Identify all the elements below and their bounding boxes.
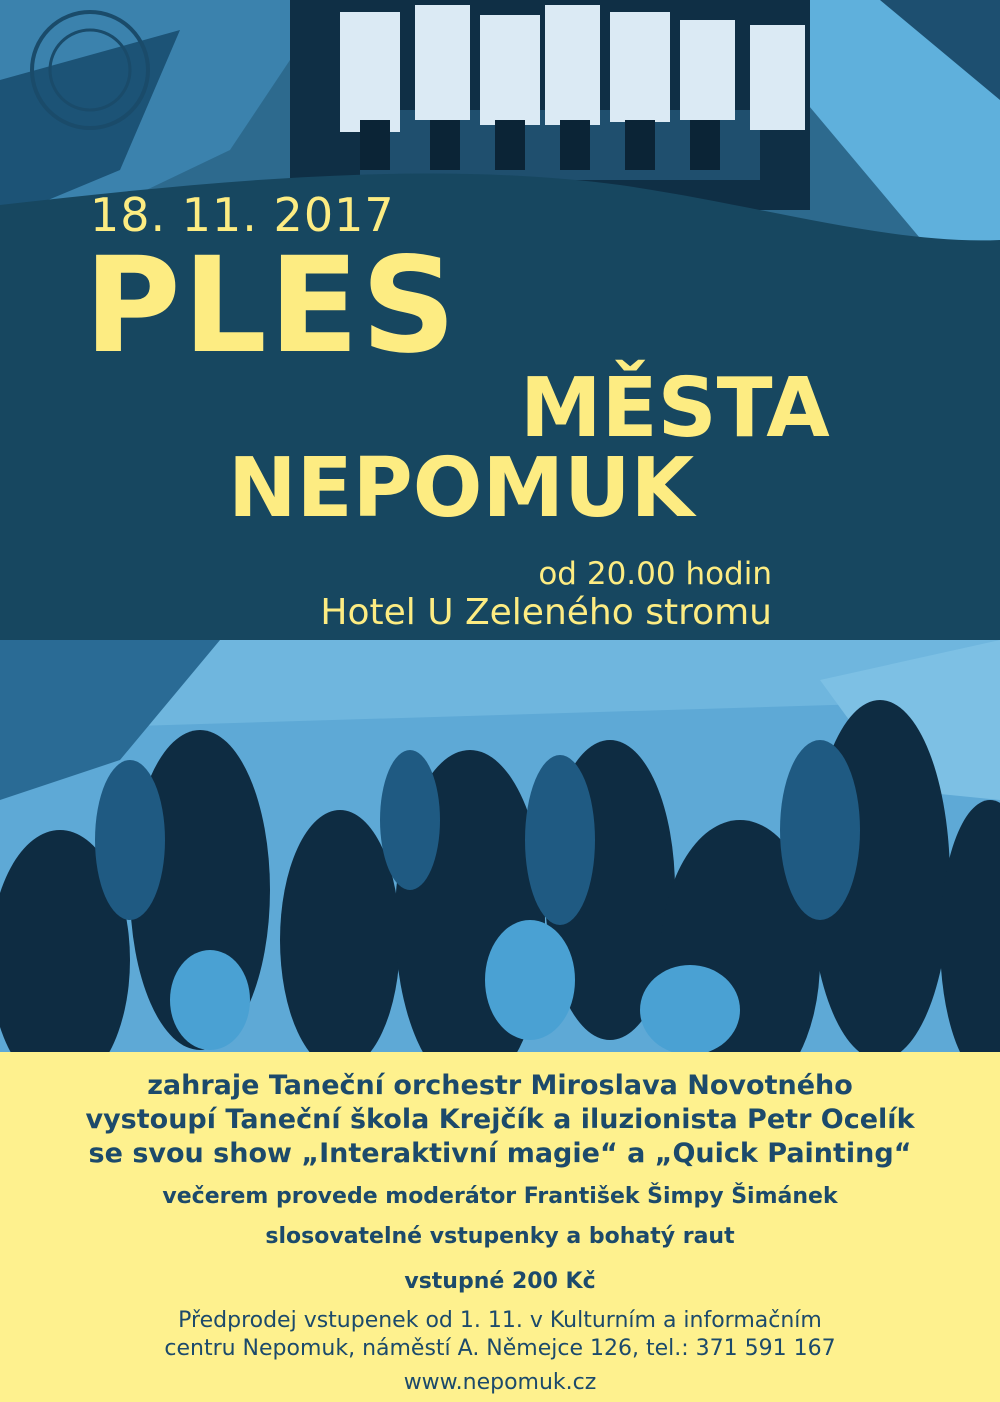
- title-ples: PLES: [84, 229, 459, 383]
- school-line: vystoupí Taneční škola Krejčík a iluzionista Petr Ocelík: [85, 1104, 915, 1135]
- title-mesta: MĚSTA: [520, 361, 830, 456]
- host-line: večerem provede moderátor František Šimpy Šimánek: [162, 1184, 838, 1209]
- entry-price: vstupné 200 Kč: [404, 1269, 596, 1294]
- presale-line-1: Předprodej vstupenek od 1. 11. v Kulturním a informačním: [178, 1308, 822, 1333]
- dance-photo: [0, 640, 1000, 1055]
- orchestra-line: zahraje Taneční orchestr Miroslava Novotného: [147, 1070, 853, 1101]
- event-time: od 20.00 hodin: [538, 556, 772, 592]
- show-line: se svou show „Interaktivní magie“ a „Quick Painting“: [88, 1138, 912, 1169]
- event-venue: Hotel U Zeleného stromu: [320, 592, 772, 633]
- raffle-line: slosovatelné vstupenky a bohatý raut: [265, 1224, 735, 1249]
- title-nepomuk: NEPOMUK: [228, 441, 695, 536]
- presale-line-2: centru Nepomuk, náměstí A. Němejce 126, tel.: 371 591 167: [164, 1336, 836, 1361]
- event-date: 18. 11. 2017: [90, 188, 395, 242]
- website-link[interactable]: www.nepomuk.cz: [403, 1370, 597, 1395]
- info-panel: [0, 1052, 1000, 1402]
